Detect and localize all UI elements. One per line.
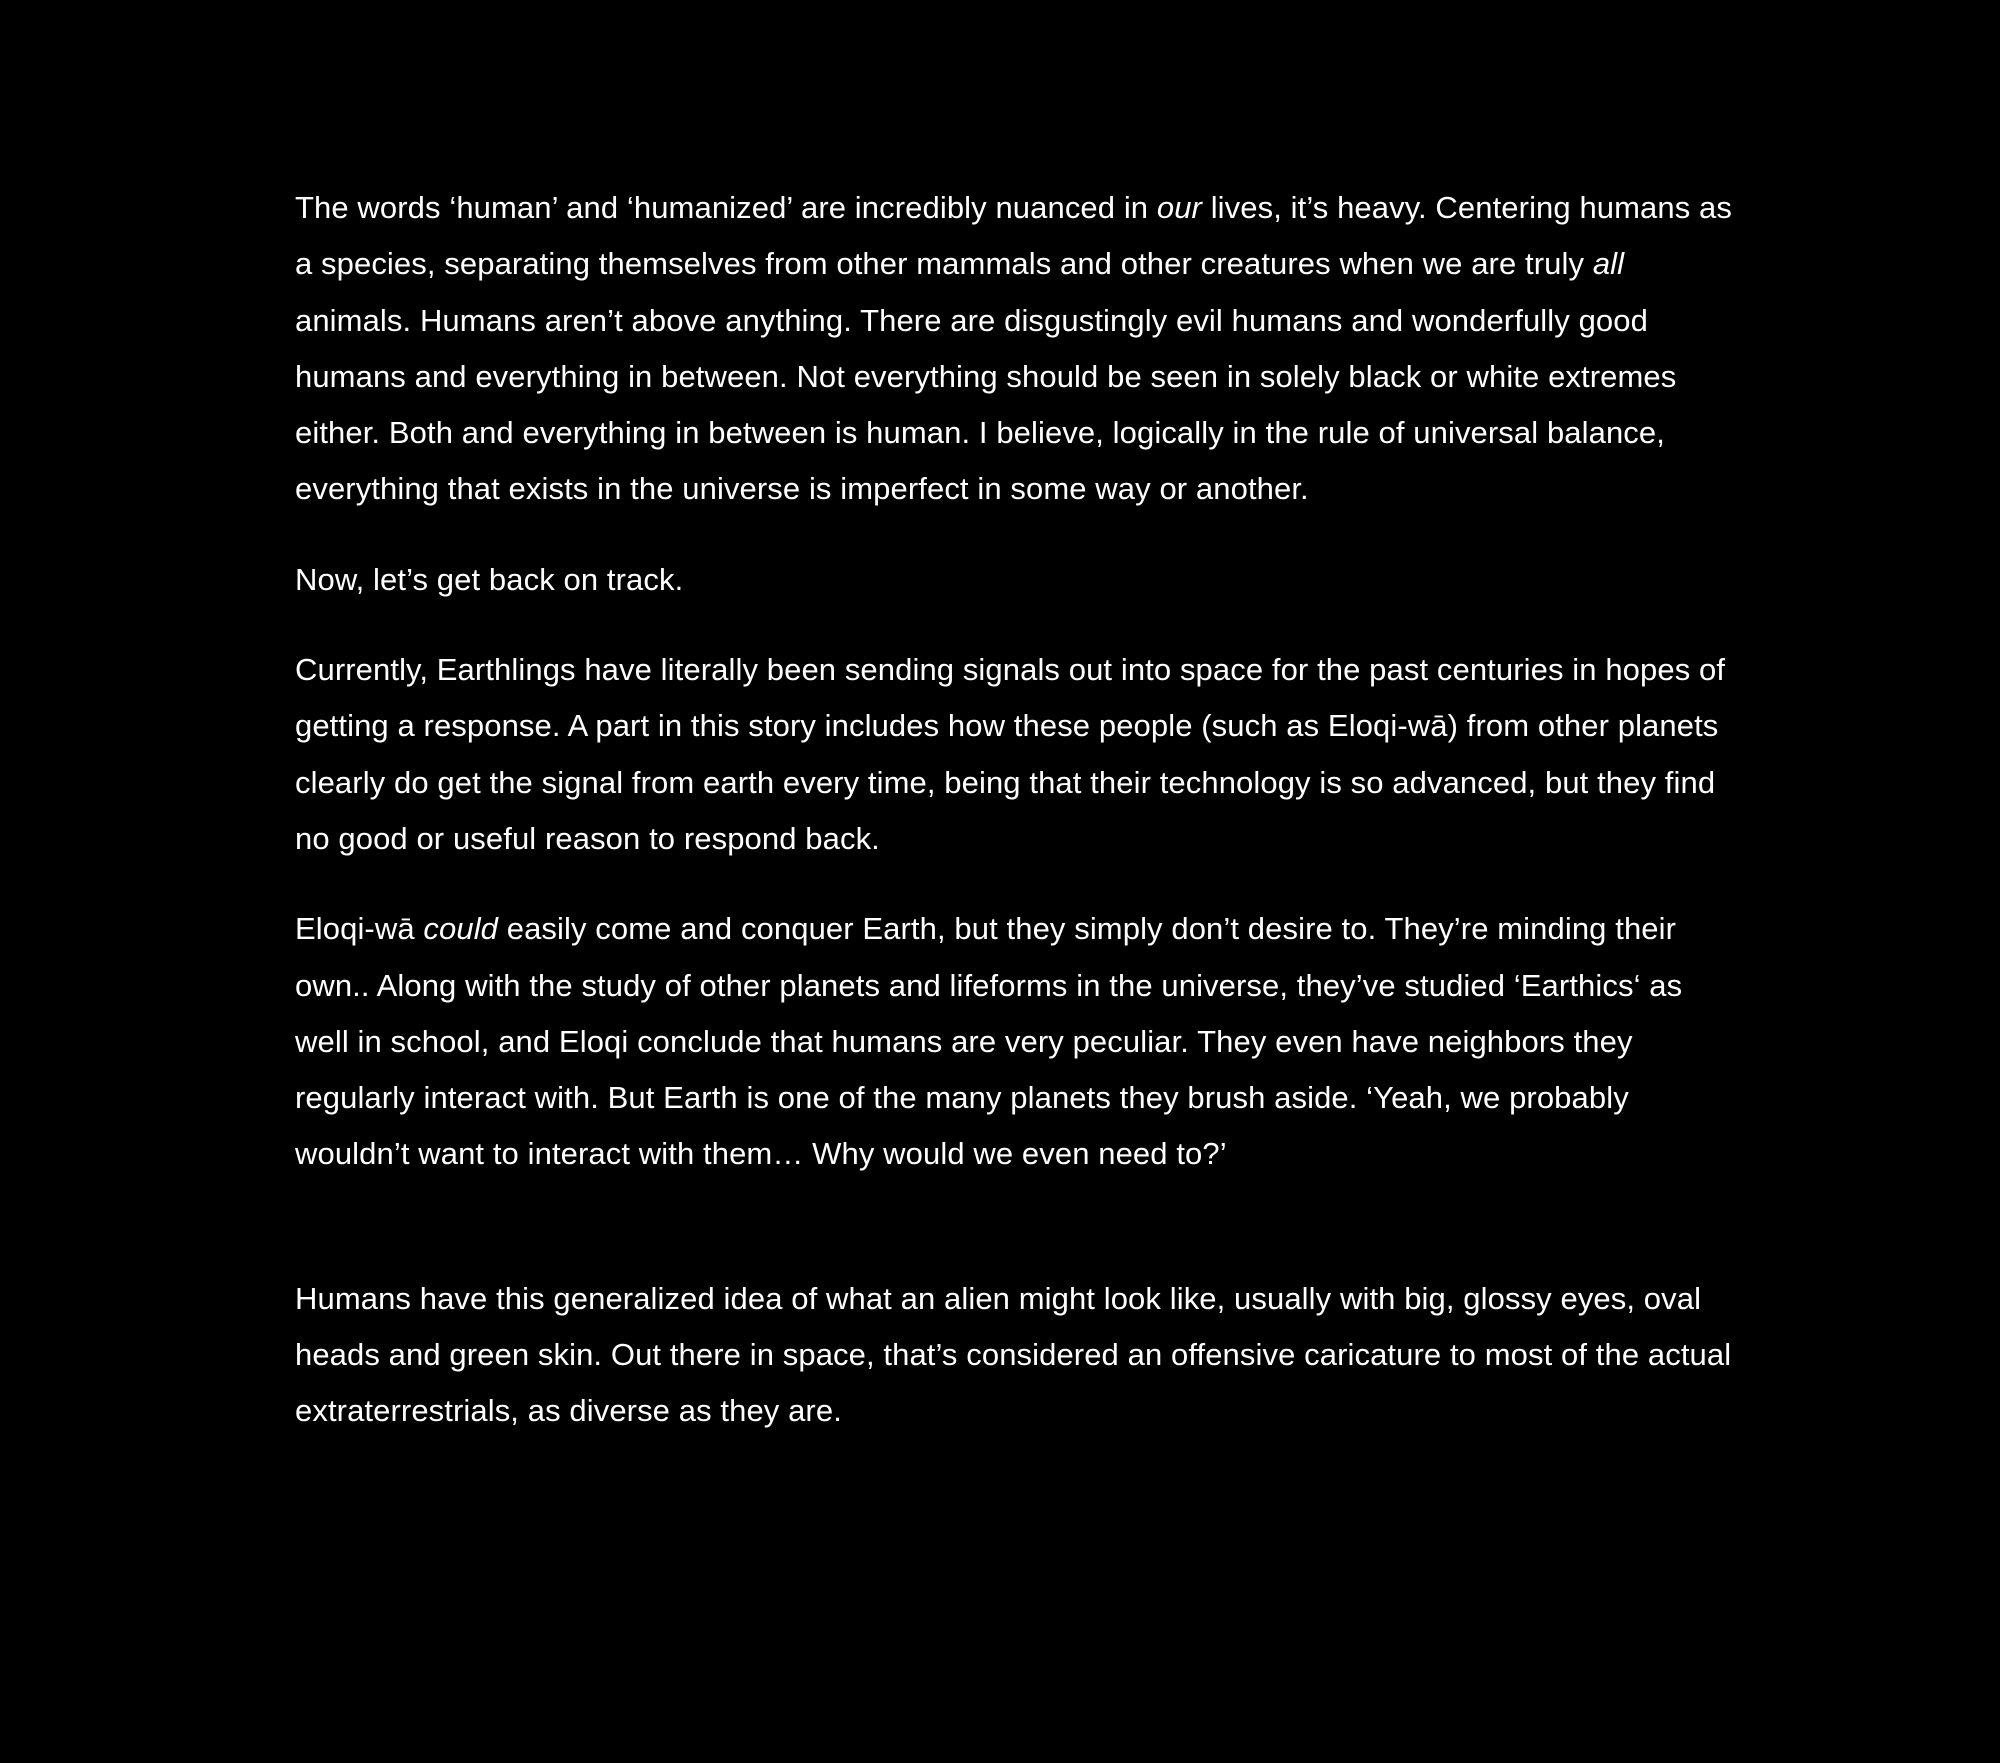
paragraph-alien-caricature: Humans have this generalized idea of what an alien might look like, usually with big, glossy eyes, oval heads and green skin. Out there in space, that’s considered an offensive caricature to most of the actual extraterrestrials, as diverse as they are. [295,1280,1732,1429]
emphasis-all: all [1592,246,1625,282]
paragraph-humanity-part-c: lives, it’s heavy. Centering humans as a species, separating themselves from other mammals and other creatures when we are truly [295,190,1732,282]
paragraph-humanity-part-e: animals. Humans aren’t above anything. There are disgustingly evil humans and wonderfully good humans and everything in between. Not everything should be seen in solely black or white extremes either. Both and everything in between is human. I believe, logically in the rule of universal balance, everything that exists in the universe is imperfect in some way or another. [295,302,1677,507]
paragraph-eloqi-wa-part-c: easily come and conquer Earth, but they simply don’t desire to. They’re minding their own.. Along with the study of other planets and lifeforms in the universe, they’ve studied ‘Earthics‘ as well in school, and Eloqi conclude that humans are very peculiar. They even have neighbors they regularly interact with. But Earth is one of the many planets they brush aside. ‘Yeah, we probably wouldn’t want to interact with them… Why would we even need to?’ [295,911,1683,1172]
paragraph-humanity [295,180,1735,518]
emphasis-could: could [423,911,499,947]
emphasis-our: our [1156,190,1202,225]
paragraph-eloqi-wa-part-a: Eloqi-wā [295,911,424,947]
text-column [295,180,1735,1440]
paragraph-back-on-track: Now, let’s get back on track. [295,561,684,597]
paragraph-signals: Currently, Earthlings have literally been sending signals out into space for the past centuries in hopes of getting a response. A part in this story includes how these people (such as Eloqi-wā) from other planets clearly do get the signal from earth every time, being that their technology is so advanced, but they find no good or useful reason to respond back. [295,652,1726,856]
paragraph-humanity-part-a: The words ‘human’ and ‘humanized’ are incredibly nuanced in [295,190,1157,225]
paragraph-eloqi-wa [295,901,1735,1182]
